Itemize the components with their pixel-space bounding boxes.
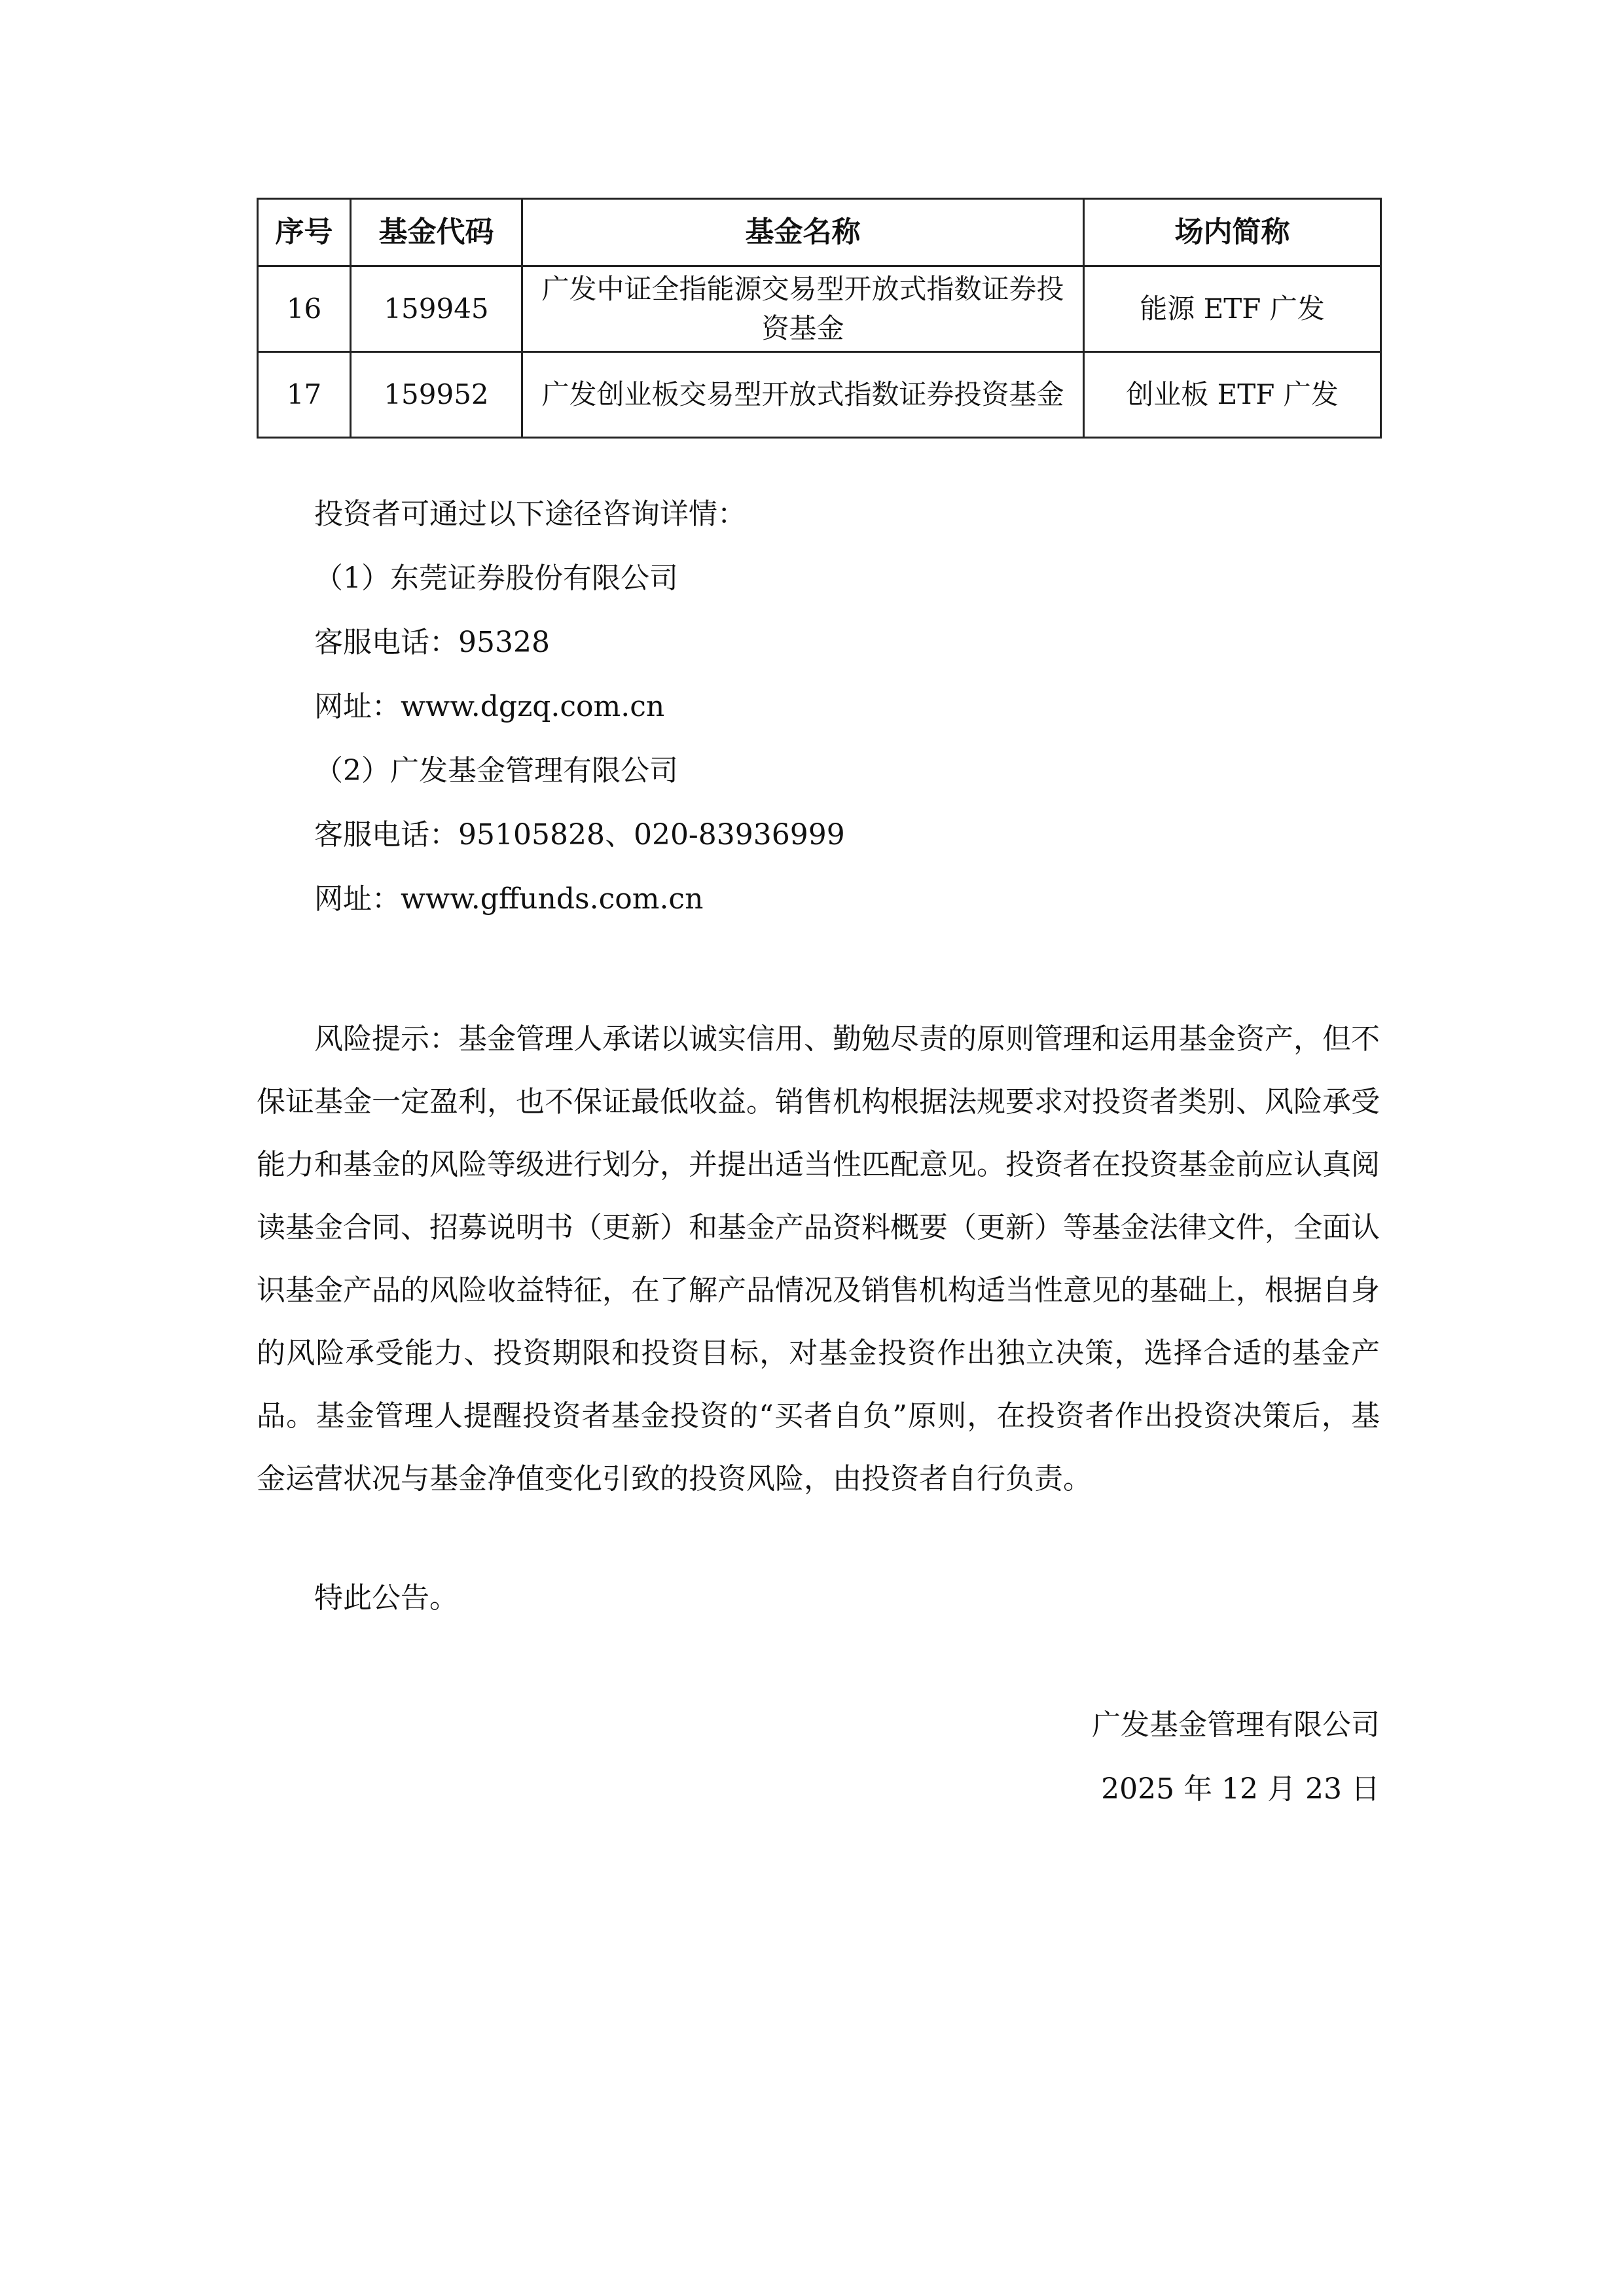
org2-name: （2）广发基金管理有限公司 — [314, 754, 678, 787]
org2-website: 网址：www.gffunds.com.cn — [314, 882, 704, 916]
cell-fund-name: 广发创业板交易型开放式指数证券投资基金 — [522, 352, 1084, 438]
org2-phone: 客服电话：95105828、020-83936999 — [314, 818, 845, 852]
header-fund-code: 基金代码 — [351, 199, 522, 266]
org1-website: 网址：www.dgzq.com.cn — [314, 690, 665, 723]
header-short-name: 场内简称 — [1084, 199, 1381, 266]
org1-name: （1）东莞证券股份有限公司 — [314, 562, 678, 595]
contact-intro: 投资者可通过以下途径咨询详情： — [314, 497, 746, 531]
table-header-row — [258, 199, 1381, 266]
org1-phone: 客服电话：95328 — [314, 626, 550, 659]
cell-serial-no: 16 — [258, 266, 351, 352]
cell-short-name: 能源 ETF 广发 — [1084, 266, 1381, 352]
signature-date: 2025 年 12 月 23 日 — [1101, 1772, 1380, 1806]
cell-fund-code: 159952 — [351, 352, 522, 438]
cell-serial-no: 17 — [258, 352, 351, 438]
risk-disclosure-paragraph: 风险提示：基金管理人承诺以诚实信用、勤勉尽责的原则管理和运用基金资产，但不保证基金一定盈利，也不保证最低收益。销售机构根据法规要求对投资者类别、风险承受能力和基金的风险等级进行划分，并提出适当性匹配意见。投资者在投资基金前应认真阅读基金合同、招募说明书（更新）和基金产品资料概要（更新）等基金法律文件，全面认识基金产品的风险收益特征，在了解产品情况及销售机构适当性意见的基础上，根据自身的风险承受能力、投资期限和投资目标，对基金投资作出独立决策，选择合适的基金产品。基金管理人提醒投资者基金投资的“买者自负”原则，在投资者作出投资决策后，基金运营状况与基金净值变化引致的投资风险，由投资者自行负责。 — [257, 1022, 1380, 1496]
header-serial-no: 序号 — [258, 199, 351, 266]
signature-org: 广发基金管理有限公司 — [1092, 1708, 1380, 1742]
cell-fund-code: 159945 — [351, 266, 522, 352]
header-fund-name: 基金名称 — [522, 199, 1084, 266]
table-row — [258, 352, 1381, 438]
table-row — [258, 266, 1381, 352]
cell-short-name: 创业板 ETF 广发 — [1084, 352, 1381, 438]
closing-statement: 特此公告。 — [314, 1581, 458, 1615]
cell-fund-name: 广发中证全指能源交易型开放式指数证券投资基金 — [522, 266, 1084, 352]
fund-table — [257, 198, 1382, 439]
